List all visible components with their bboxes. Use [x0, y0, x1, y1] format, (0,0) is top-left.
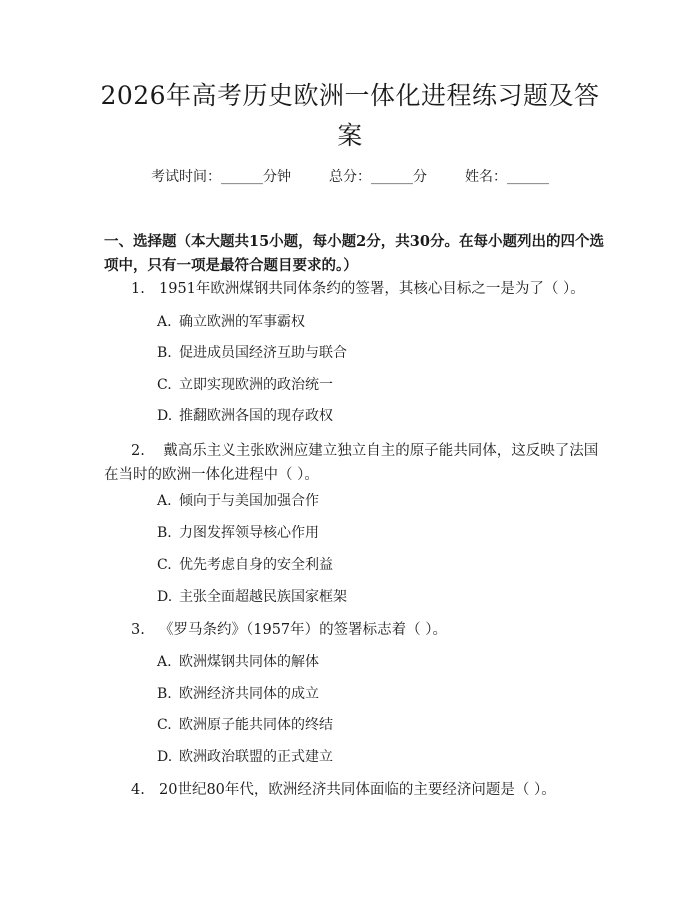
- option-letter: C.: [157, 717, 172, 733]
- option-letter: B.: [157, 525, 172, 541]
- option-letter: C.: [157, 557, 172, 573]
- option-letter: D.: [157, 589, 173, 605]
- question-text: [104, 439, 604, 487]
- option-letter: B.: [157, 345, 172, 361]
- option-text: 主张全面超越民族国家框架: [179, 589, 347, 605]
- option-item: [157, 405, 333, 427]
- option-text: 推翻欧洲各国的现存政权: [179, 408, 333, 424]
- option-letter: D.: [157, 408, 173, 424]
- option-letter: A.: [157, 493, 172, 509]
- question-number: 3.: [131, 622, 145, 638]
- exam-time-label: 考试时间：______分钟: [151, 169, 291, 185]
- option-item: [157, 651, 319, 673]
- total-score-label: 总分：______分: [329, 169, 427, 185]
- student-name-label: 姓名：______: [465, 169, 549, 185]
- question-number: 1.: [131, 281, 145, 297]
- question-number: 2.: [131, 443, 145, 459]
- option-item: [157, 746, 333, 768]
- option-text: 立即实现欧洲的政治统一: [179, 377, 333, 393]
- question-body: 戴高乐主义主张欧洲应建立独立自主的原子能共同体，这反映了法国在当时的欧洲一体化进程中（ ）。: [104, 443, 599, 483]
- option-item: [157, 714, 333, 736]
- option-letter: D.: [157, 749, 173, 765]
- question-text: 20世纪80年代，欧洲经济共同体面临的主要经济问题是（ ）。: [159, 782, 556, 798]
- option-item: [157, 342, 347, 364]
- option-item: [157, 586, 347, 608]
- option-item: [157, 490, 319, 512]
- option-text: 欧洲政治联盟的正式建立: [179, 749, 333, 765]
- option-text: 欧洲原子能共同体的终结: [179, 717, 333, 733]
- exam-meta-line: [0, 167, 700, 187]
- option-text: 确立欧洲的军事霸权: [179, 314, 305, 330]
- question-text: 《罗马条约》（1957年）的签署标志着（ ）。: [159, 622, 448, 638]
- option-letter: B.: [157, 686, 172, 702]
- option-text: 优先考虑自身的安全利益: [179, 557, 333, 573]
- option-text: 促进成员国经济互助与联合: [179, 345, 347, 361]
- option-text: 欧洲煤钢共同体的解体: [179, 654, 319, 670]
- question-number: 4.: [131, 782, 145, 798]
- option-item: [157, 554, 333, 576]
- document-title: 2026年高考历史欧洲一体化进程练习题及答案: [100, 81, 600, 150]
- option-text: 欧洲经济共同体的成立: [179, 686, 319, 702]
- option-item: [157, 683, 319, 705]
- section-heading-multiple-choice: 一、选择题（本大题共15小题，每小题2分，共30分。在每小题列出的四个选项中，只有一项是最符合题目要求的。）: [104, 233, 604, 274]
- option-letter: A.: [157, 314, 172, 330]
- option-letter: A.: [157, 654, 172, 670]
- option-item: [157, 311, 305, 333]
- option-item: [157, 374, 333, 396]
- option-item: [157, 522, 319, 544]
- option-text: 倾向于与美国加强合作: [179, 493, 319, 509]
- option-letter: C.: [157, 377, 172, 393]
- question-text: 1951年欧洲煤钢共同体条约的签署，其核心目标之一是为了（ ）。: [159, 281, 585, 297]
- option-text: 力图发挥领导核心作用: [179, 525, 319, 541]
